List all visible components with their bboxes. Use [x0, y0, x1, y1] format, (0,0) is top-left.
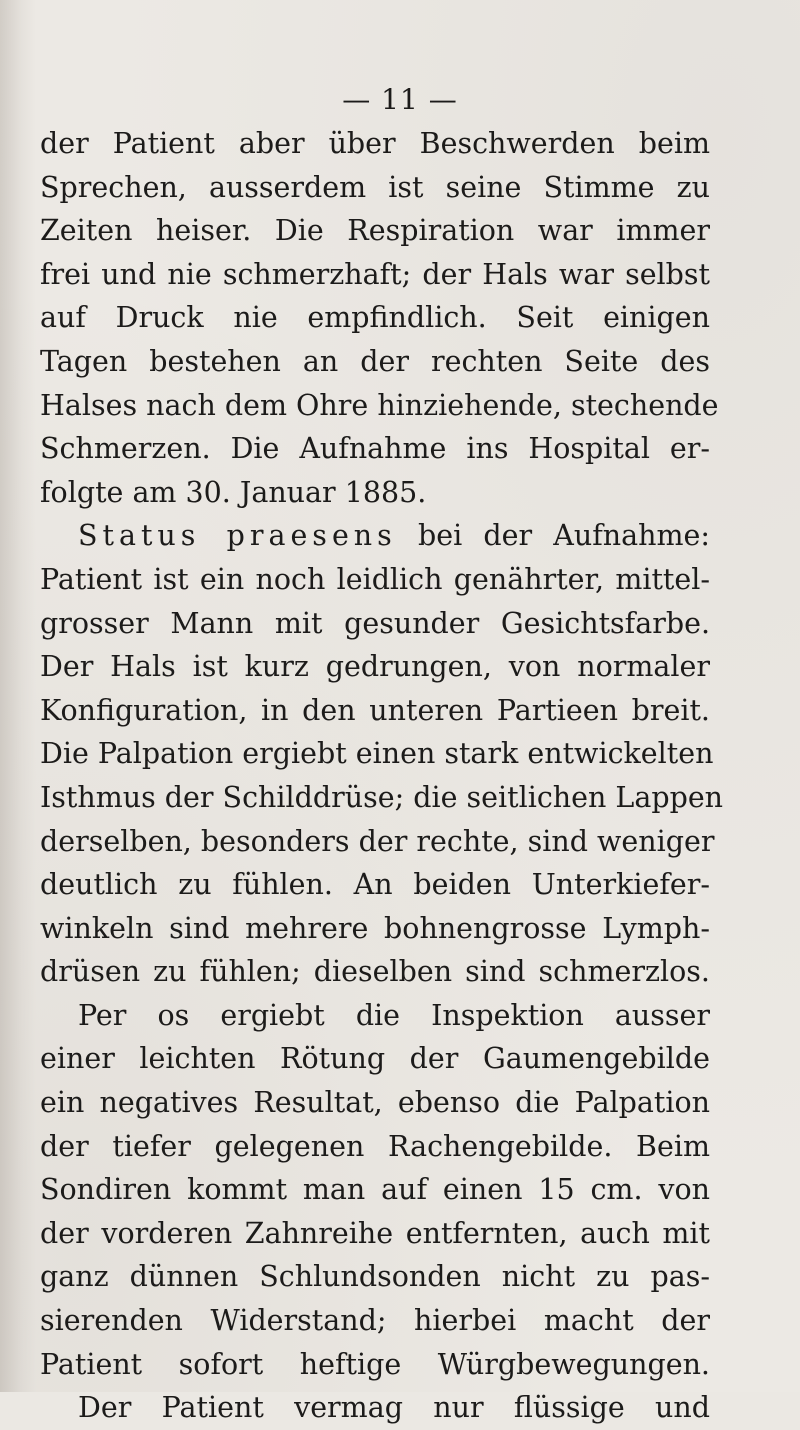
- text-line: Zeiten heiser. Die Respiration war immer: [40, 214, 710, 248]
- text-line: Sondiren kommt man auf einen 15 cm. von: [40, 1173, 710, 1207]
- text-line: Der Patient vermag nur flüssige und: [78, 1391, 710, 1425]
- text-line: Per os ergiebt die Inspektion ausser: [78, 998, 710, 1032]
- body-text: [40, 122, 724, 1430]
- page-edge-shadow: [0, 0, 36, 1392]
- text-line: derselben, besonders der rechte, sind weniger: [40, 824, 715, 858]
- text-line: ganz dünnen Schlundsonden nicht zu pas-: [40, 1260, 710, 1294]
- status-praesens-label: Status praesens: [78, 519, 397, 553]
- text-line: einer leichten Rötung der Gaumengebilde: [40, 1042, 710, 1076]
- text-line: Isthmus der Schilddrüse; die seitlichen Lappen: [40, 780, 724, 814]
- text-line: der Patient aber über Beschwerden beim: [40, 127, 710, 160]
- status-line: [40, 514, 710, 558]
- text-line: grosser Mann mit gesunder Gesichtsfarbe.: [40, 606, 710, 640]
- text-line: frei und nie schmerzhaft; der Hals war selbst: [40, 257, 710, 291]
- text-line: Die Palpation ergiebt einen stark entwickelten: [40, 737, 714, 771]
- text-line: folgte am 30. Januar 1885.: [40, 475, 427, 509]
- text-line: auf Druck nie empfindlich. Seit einigen: [40, 301, 710, 335]
- text-line: drüsen zu fühlen; dieselben sind schmerzlos.: [40, 955, 710, 989]
- text-line: sierenden Widerstand; hierbei macht der: [40, 1304, 710, 1338]
- text-line: Patient sofort heftige Würgbewegungen.: [40, 1347, 710, 1381]
- text-line: Der Hals ist kurz gedrungen, von normaler: [40, 650, 710, 684]
- text-line: Sprechen, ausserdem ist seine Stimme zu: [40, 170, 710, 204]
- text-line: der tiefer gelegenen Rachengebilde. Beim: [40, 1129, 710, 1163]
- text-line: Patient ist ein noch leidlich genährter, mittel-: [40, 562, 710, 596]
- text-line: Schmerzen. Die Aufnahme ins Hospital er-: [40, 432, 710, 466]
- text-line: Konfiguration, in den unteren Partieen breit.: [40, 693, 710, 727]
- text-line: Tagen bestehen an der rechten Seite des: [40, 344, 710, 378]
- text-line: der vorderen Zahnreihe entfernten, auch mit: [40, 1216, 710, 1250]
- status-line-rest: bei der Aufnahme:: [417, 519, 710, 553]
- text-line: Halses nach dem Ohre hinziehende, stechende: [40, 388, 719, 422]
- text-line: deutlich zu fühlen. An beiden Unterkiefer-: [40, 868, 710, 902]
- page-number: — 11 —: [342, 83, 458, 116]
- text-line: ein negatives Resultat, ebenso die Palpation: [40, 1086, 710, 1120]
- text-line: winkeln sind mehrere bohnengrosse Lymph-: [40, 911, 710, 945]
